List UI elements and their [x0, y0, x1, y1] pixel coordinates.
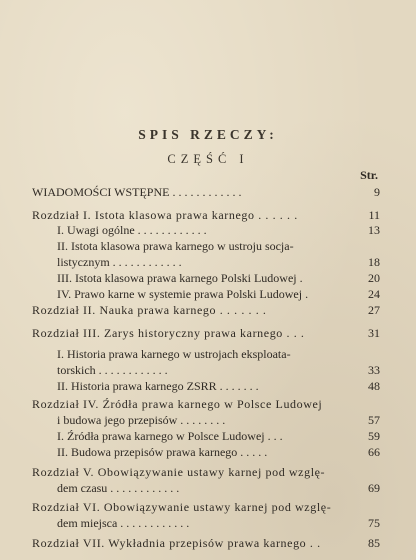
toc-entry — [0, 428, 416, 444]
toc-entry — [0, 515, 416, 531]
toc-entry-text: Rozdział VI. Obowiązywanie ustawy karnej pod wzglę- — [32, 500, 332, 514]
toc-entry-page: 85 — [368, 536, 380, 550]
toc-entry-page: 48 — [368, 379, 380, 393]
toc-entry-text: Rozdział VII. Wykładnia przepisów prawa karnego . . — [32, 536, 321, 550]
toc-entry-text: I. Uwagi ogólne . . . . . . . . . . . . — [57, 223, 207, 237]
toc-entry-text: Rozdział IV. Źródła prawa karnego w Polsce Ludowej — [32, 397, 323, 411]
toc-entry-text: dem czasu . . . . . . . . . . . . — [57, 481, 180, 495]
toc-entry-text: IV. Prawo karne w systemie prawa Polski Ludowej . — [57, 287, 309, 301]
toc-entry — [0, 207, 416, 223]
toc-entry — [0, 444, 416, 460]
toc-entry-page: 24 — [368, 287, 380, 301]
toc-entry-page: 27 — [368, 303, 380, 317]
toc-entry-page: 66 — [368, 445, 380, 459]
toc-entry-text: Rozdział II. Nauka prawa karnego . . . . . . . — [32, 303, 267, 317]
toc-entry-page: 69 — [368, 481, 380, 495]
toc-entry — [0, 378, 416, 394]
part-heading: CZĘŚĆ I — [167, 152, 249, 166]
toc-entry-page: 20 — [368, 271, 380, 285]
toc-entry — [0, 254, 416, 270]
toc-entry — [0, 302, 416, 318]
toc-entry — [0, 412, 416, 428]
toc-entry-page: 33 — [368, 363, 380, 377]
toc-entry — [0, 238, 416, 254]
toc-entry — [0, 286, 416, 302]
toc-entry-text: Rozdział V. Obowiązywanie ustawy karnej pod wzglę- — [32, 465, 326, 479]
toc-entry-text: dem miejsca . . . . . . . . . . . . — [57, 516, 190, 530]
toc-entry-text: torskich . . . . . . . . . . . . — [57, 363, 168, 377]
toc-entry — [0, 499, 416, 515]
toc-entry-text: II. Istota klasowa prawa karnego w ustroju socja- — [57, 239, 294, 253]
toc-entry-text: III. Istota klasowa prawa karnego Polski Ludowej . — [57, 271, 303, 285]
toc-entry — [0, 480, 416, 496]
toc-entry-page: 9 — [374, 185, 380, 199]
toc-entry-page: 18 — [368, 255, 380, 269]
toc-entry-text: Rozdział III. Zarys historyczny prawa karnego . . . — [32, 326, 305, 340]
toc-entry — [0, 362, 416, 378]
toc-entry — [0, 464, 416, 480]
toc-entry — [0, 346, 416, 362]
toc-entry-text: i budowa jego przepisów . . . . . . . . — [57, 413, 226, 427]
toc-entry-page: 75 — [368, 516, 380, 530]
toc-entry-text: II. Budowa przepisów prawa karnego . . . . . — [57, 445, 268, 459]
toc-entry-text: I. Źródła prawa karnego w Polsce Ludowej . . . — [57, 429, 283, 443]
toc-entry-page: 31 — [368, 326, 380, 340]
toc-entry-page: 59 — [368, 429, 380, 443]
toc-entry-text: Rozdział I. Istota klasowa prawa karnego . . . . . . — [32, 208, 298, 222]
page-column-header: Str. — [360, 168, 378, 182]
toc-entry — [0, 184, 416, 200]
toc-entry — [0, 325, 416, 341]
toc-entry-page: 57 — [368, 413, 380, 427]
toc-entry-text: listycznym . . . . . . . . . . . . — [57, 255, 182, 269]
toc-entry-text: II. Historia prawa karnego ZSRR . . . . . . . — [57, 379, 259, 393]
toc-entry-page: 13 — [368, 223, 380, 237]
toc-entry — [0, 396, 416, 412]
toc-entry — [0, 535, 416, 551]
toc-entry-text: I. Historia prawa karnego w ustrojach eksploata- — [57, 347, 291, 361]
toc-entry-page: 11 — [368, 208, 380, 222]
toc-entry-text: WIADOMOŚCI WSTĘPNE . . . . . . . . . . . . — [32, 185, 242, 199]
toc-entry — [0, 222, 416, 238]
page-title: SPIS RZECZY: — [138, 127, 278, 142]
toc-entry — [0, 270, 416, 286]
